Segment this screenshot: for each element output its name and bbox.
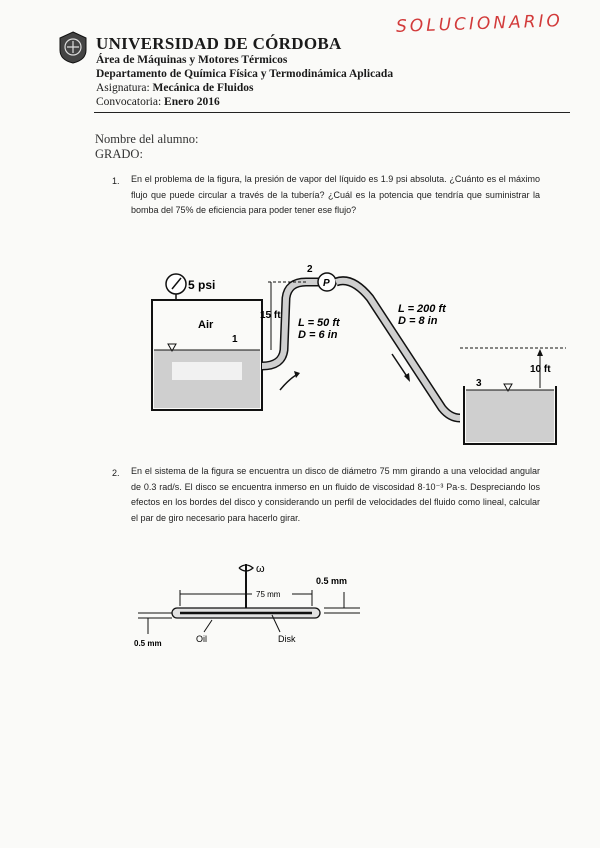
gap-top-label: 0.5 mm (316, 576, 348, 586)
university-name: UNIVERSIDAD DE CÓRDOBA (96, 34, 342, 53)
session-label: Convocatoria: (96, 96, 162, 108)
disk-label: Disk (278, 634, 296, 644)
student-name-label: Nombre del alumno: (95, 132, 199, 146)
q1-text: En el problema de la figura, la presión de vapor del líquido es 1.9 psi absoluta. ¿Cuánto es el máximo flujo que puede circular a través de la tubería? ¿Cuál es la potencia que tendría que suministrar la bomba del 75% de eficiencia para poder tener ese flujo? (131, 174, 540, 215)
q1-figure (120, 258, 580, 458)
diameter-label: 75 mm (256, 590, 281, 599)
gap-bottom-label: 0.5 mm (134, 639, 162, 648)
grade-label: GRADO: (95, 147, 143, 161)
subject-value: Mecánica de Fluidos (152, 82, 254, 94)
point3-label: 3 (476, 378, 482, 389)
point2-label: 2 (307, 264, 313, 275)
department-name: Departamento de Química Física y Termodinámica Aplicada (96, 68, 394, 80)
header-divider (94, 112, 570, 113)
gauge-label: 5 psi (188, 278, 216, 292)
omega-label: ω (256, 563, 265, 575)
pipe2-diameter-label: D = 8 in (398, 315, 438, 327)
q2-figure (128, 558, 388, 654)
subject-label: Asignatura: (96, 82, 150, 94)
solucionario-stamp: SOLUCIONARIO (395, 11, 564, 37)
session-line (96, 96, 220, 108)
height-10ft-label: 10 ft (530, 364, 551, 375)
pump-label: P (323, 278, 330, 289)
q2-text: En el sistema de la figura se encuentra un disco de diámetro 75 mm girando a una velocidad angular de 0.3 rad/s. El disco se encuentra inmerso en un fluido de viscosidad 8·10⁻³ Pa·s. Despreciando los efectos en los bordes del disco y considerando un perfil de velocidades del fluido como lineal, calcular el par de giro necesario para hacerlo girar. (131, 466, 540, 523)
pipe1-diameter-label: D = 6 in (298, 329, 338, 341)
university-logo-icon (58, 30, 88, 64)
air-label: Air (198, 319, 214, 331)
pipe2-length-label: L = 200 ft (398, 303, 446, 315)
subject-line (96, 82, 253, 94)
q1-number: 1. (112, 176, 120, 186)
session-value: Enero 2016 (164, 96, 220, 108)
point1-label: 1 (232, 334, 238, 345)
pipe1-length-label: L = 50 ft (298, 317, 340, 329)
oil-label: Oil (196, 634, 207, 644)
area-name: Área de Máquinas y Motores Térmicos (96, 54, 288, 66)
pipe-discharge (336, 281, 460, 418)
flow-arrow-icon (294, 371, 300, 378)
tank-right-liquid (466, 390, 554, 442)
height-15ft-label: 15 ft (260, 310, 281, 321)
q2-number: 2. (112, 468, 120, 478)
